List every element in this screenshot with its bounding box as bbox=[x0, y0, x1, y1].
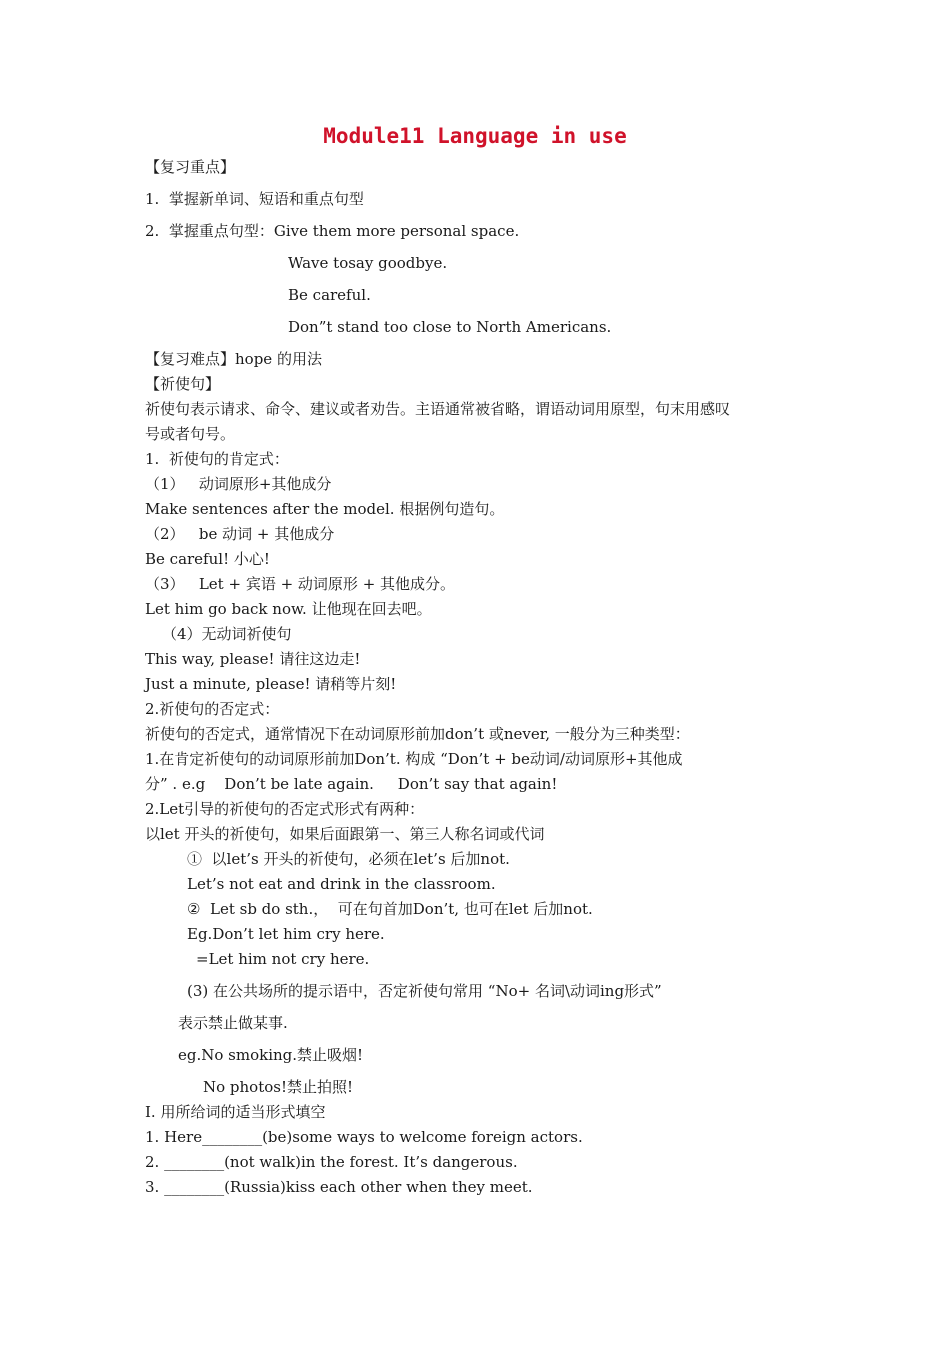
text-line: 3. ________(Russia)kiss each other when they meet. bbox=[145, 1178, 533, 1196]
text-line: Make sentences after the model. 根据例句造句。 bbox=[145, 500, 505, 518]
text-line: 2. ________(not walk)in the forest. It’s dangerous. bbox=[145, 1153, 518, 1171]
text-line: Don”t stand too close to North Americans. bbox=[288, 318, 612, 336]
text-line: Wave tosay goodbye. bbox=[288, 254, 448, 272]
text-line: Be careful! 小心! bbox=[145, 550, 270, 568]
text-line: 2.Let引导的祈使句的否定式形式有两种： bbox=[145, 800, 425, 818]
text-line: （1） 动词原形+其他成分 bbox=[145, 475, 332, 493]
page-title: Module11 Language in use bbox=[323, 124, 627, 148]
text-line: Be careful. bbox=[288, 286, 371, 304]
text-line: Just a minute, please! 请稍等片刻! bbox=[145, 675, 397, 693]
text-line: Let him go back now. 让他现在回去吧。 bbox=[145, 600, 432, 618]
text-line: ② Let sb do sth.， 可在句首加Don’t, 也可在let 后加not. bbox=[187, 900, 593, 918]
text-line: ① 以let’s 开头的祈使句，必须在let’s 后加not. bbox=[187, 850, 510, 868]
text-line: Eg.Don’t let him cry here. bbox=[187, 925, 385, 943]
text-line: Let’s not eat and drink in the classroom. bbox=[187, 875, 496, 893]
text-line: This way, please! 请往这边走! bbox=[145, 650, 361, 668]
text-line: 祈使句的否定式，通常情况下在动词原形前加don’t 或never, 一般分为三种类型： bbox=[145, 725, 690, 743]
text-line: 祈使句表示请求、命令、建议或者劝告。主语通常被省略，谓语动词用原型，句末用感叹 bbox=[145, 400, 731, 418]
text-line: 【复习难点】hope 的用法 bbox=[145, 350, 322, 368]
text-line: 1. 掌握新单词、短语和重点句型 bbox=[145, 190, 364, 208]
text-line: 2.祈使句的否定式： bbox=[145, 700, 280, 718]
text-line: No photos!禁止拍照! bbox=[203, 1078, 354, 1096]
text-line: =Let him not cry here. bbox=[196, 950, 370, 968]
text-line: 1. Here________(be)some ways to welcome foreign actors. bbox=[145, 1128, 583, 1146]
text-line: 【祈使句】 bbox=[145, 375, 221, 393]
text-line: （4）无动词祈使句 bbox=[162, 625, 292, 643]
text-line: 号或者句号。 bbox=[145, 425, 236, 443]
text-line: （3） Let + 宾语 + 动词原形 + 其他成分。 bbox=[145, 575, 456, 593]
text-line: 2. 掌握重点句型：Give them more personal space. bbox=[145, 222, 520, 240]
text-line: (3) 在公共场所的提示语中，否定祈使句常用 “No+ 名词\动词ing形式” bbox=[187, 982, 662, 1000]
text-line: Ⅰ. 用所给词的适当形式填空 bbox=[145, 1103, 326, 1121]
text-line: 1. 祈使句的肯定式： bbox=[145, 450, 289, 468]
text-line: 表示禁止做某事. bbox=[178, 1014, 288, 1032]
text-line: 【复习重点】 bbox=[145, 158, 236, 176]
text-line: （2） be 动词 + 其他成分 bbox=[145, 525, 335, 543]
text-line: eg.No smoking.禁止吸烟! bbox=[178, 1046, 364, 1064]
text-line: 1.在肯定祈使句的动词原形前加Don’t. 构成 “Don’t + be动词/动词原形+其他成 bbox=[145, 750, 683, 768]
text-line: 以let 开头的祈使句，如果后面跟第一、第三人称名词或代词 bbox=[145, 825, 545, 843]
text-line: 分” . e.g Don’t be late again. Don’t say that again! bbox=[145, 775, 558, 793]
